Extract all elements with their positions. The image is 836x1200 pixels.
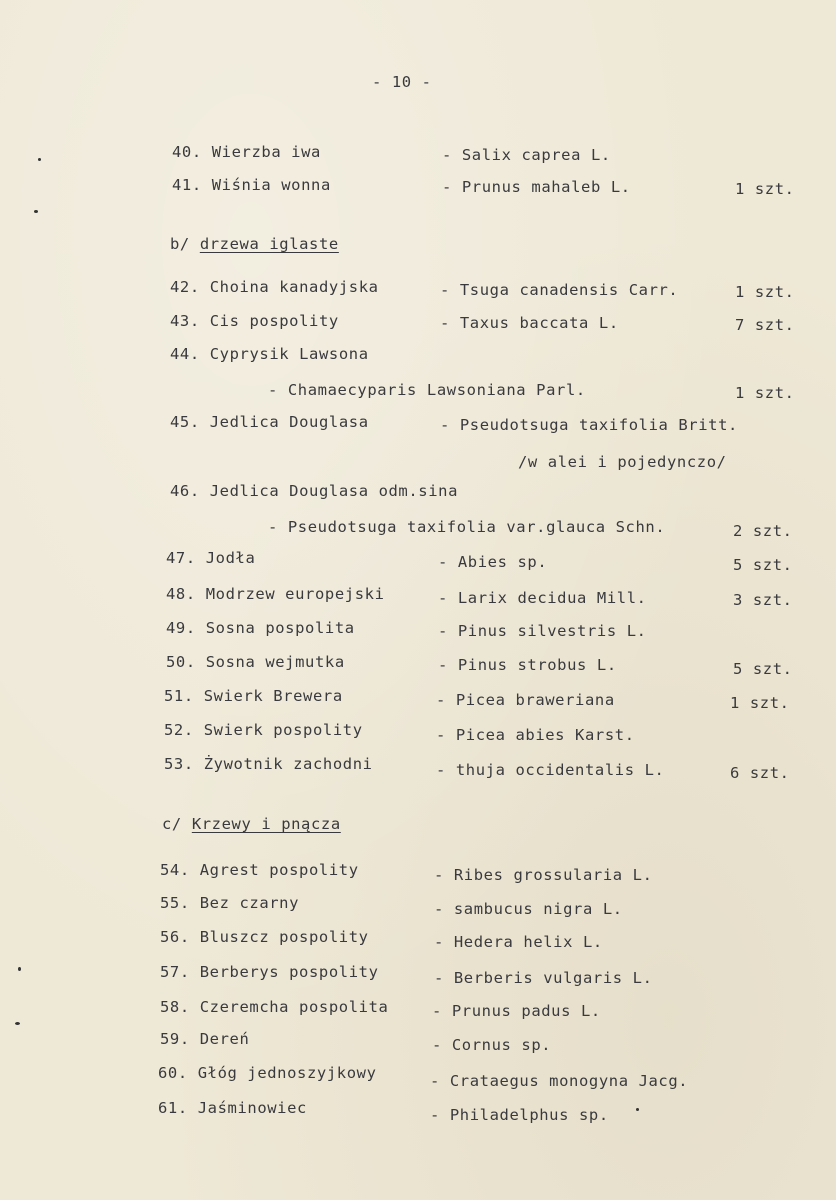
entry-57-latin: - Berberis vulgaris L.	[434, 969, 653, 987]
entry-43-latin: - Taxus baccata L.	[440, 314, 619, 332]
entry-44-qty: 1 szt.	[735, 384, 795, 402]
paper-speck	[636, 1108, 639, 1111]
entry-58-polish: 58. Czeremcha pospolita	[160, 998, 389, 1016]
entry-46-polish: 46. Jedlica Douglasa odm.sina	[170, 482, 459, 500]
entry-59-latin: - Cornus sp.	[432, 1036, 552, 1054]
section-c-title: Krzewy i pnącza	[191, 815, 341, 833]
entry-42-qty: 1 szt.	[735, 283, 795, 301]
entry-53-latin: - thuja occidentalis L.	[436, 761, 665, 779]
entry-58-latin: - Prunus padus L.	[432, 1002, 601, 1020]
entry-48-polish: 48. Modrzew europejski	[166, 585, 385, 603]
entry-52-latin: - Picea abies Karst.	[436, 726, 635, 744]
entry-42-polish: 42. Choina kanadyjska	[170, 278, 379, 296]
section-b-title: drzewa iglaste	[199, 235, 339, 253]
entry-41-latin: - Prunus mahaleb L.	[442, 178, 631, 196]
entry-55-latin: - sambucus nigra L.	[434, 900, 623, 918]
entry-45-note: /w alei i pojedynczo/	[518, 453, 727, 471]
entry-55-polish: 55. Bez czarny	[160, 894, 300, 912]
entry-60-polish: 60. Głóg jednoszyjkowy	[158, 1064, 377, 1082]
entry-49-polish: 49. Sosna pospolita	[166, 619, 355, 637]
paper-speck	[34, 210, 38, 213]
entry-47-polish: 47. Jodła	[166, 549, 256, 567]
entry-51-polish: 51. Swierk Brewera	[164, 687, 343, 705]
entry-40-latin: - Salix caprea L.	[442, 146, 611, 164]
section-c-heading	[162, 814, 341, 834]
entry-51-latin: - Picea braweriana	[436, 691, 615, 709]
entry-45-polish: 45. Jedlica Douglasa	[170, 413, 369, 431]
entry-41-polish: 41. Wiśnia wonna	[172, 176, 331, 194]
section-b-heading	[170, 234, 339, 254]
entry-41-qty: 1 szt.	[735, 180, 795, 198]
section-c-prefix: c/	[162, 815, 182, 833]
entry-52-polish: 52. Swierk pospolity	[164, 721, 363, 739]
entry-48-qty: 3 szt.	[733, 591, 793, 609]
entry-50-latin: - Pinus strobus L.	[438, 656, 617, 674]
entry-51-qty: 1 szt.	[730, 694, 790, 712]
entry-43-qty: 7 szt.	[735, 316, 795, 334]
entry-40-polish: 40. Wierzba iwa	[172, 143, 321, 161]
entry-46-qty: 2 szt.	[733, 522, 793, 540]
entry-61-polish: 61. Jaśminowiec	[158, 1099, 307, 1117]
entry-56-polish: 56. Bluszcz pospolity	[160, 928, 369, 946]
paper-speck	[18, 967, 21, 971]
entry-60-latin: - Crataegus monogyna Jacg.	[430, 1072, 689, 1090]
entry-54-latin: - Ribes grossularia L.	[434, 866, 653, 884]
entry-54-polish: 54. Agrest pospolity	[160, 861, 359, 879]
entry-44-polish: 44. Cyprysik Lawsona	[170, 345, 369, 363]
entry-49-latin: - Pinus silvestris L.	[438, 622, 647, 640]
entry-50-polish: 50. Sosna wejmutka	[166, 653, 345, 671]
entry-47-latin: - Abies sp.	[438, 553, 548, 571]
entry-45-latin: - Pseudotsuga taxifolia Britt.	[440, 416, 738, 434]
page-number: - 10 -	[372, 73, 432, 91]
entry-59-polish: 59. Dereń	[160, 1030, 250, 1048]
entry-42-latin: - Tsuga canadensis Carr.	[440, 281, 679, 299]
paper-speck	[15, 1022, 20, 1025]
entry-48-latin: - Larix decidua Mill.	[438, 589, 647, 607]
entry-53-polish: 53. Żywotnik zachodni	[164, 755, 373, 773]
entry-47-qty: 5 szt.	[733, 556, 793, 574]
entry-53-qty: 6 szt.	[730, 764, 790, 782]
entry-43-polish: 43. Cis pospolity	[170, 312, 339, 330]
entry-57-polish: 57. Berberys pospolity	[160, 963, 379, 981]
entry-46-latin: - Pseudotsuga taxifolia var.glauca Schn.	[268, 518, 666, 536]
entry-44-latin: - Chamaecyparis Lawsoniana Parl.	[268, 381, 586, 399]
paper-speck	[38, 158, 41, 161]
entry-61-latin: - Philadelphus sp.	[430, 1106, 609, 1124]
section-b-prefix: b/	[170, 235, 190, 253]
entry-50-qty: 5 szt.	[733, 660, 793, 678]
entry-56-latin: - Hedera helix L.	[434, 933, 603, 951]
